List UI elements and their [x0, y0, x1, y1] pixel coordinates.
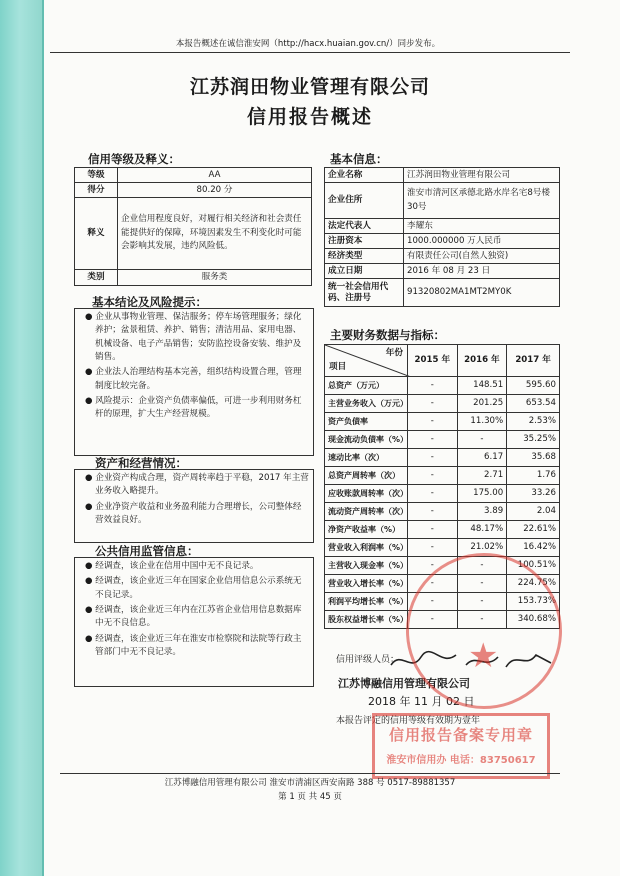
founded-label: 成立日期	[325, 264, 404, 279]
finance-cell: 11.30%	[457, 413, 507, 431]
finance-row-label: 股东权益增长率（%）	[325, 611, 408, 629]
supervision-item: ● 经调查，该企业近三年内在江苏省企业信用信息数据库中无不良信息。	[85, 604, 302, 629]
finance-row-label: 速动比率（次）	[325, 449, 408, 467]
year-header: 年份	[385, 348, 403, 358]
definition-value: 企业信用程度良好，对履行相关经济和社会责任能提供好的保障，环境因素发生不利变化时可能会影响其发展，违约风险低。	[118, 198, 312, 270]
conclusion-item-text: 风险提示：企业资产负债率偏低，可进一步利用财务杠杆的原理，扩大生产经营规模。	[95, 395, 302, 420]
finance-cell: -	[408, 521, 458, 539]
finance-row-label: 主营收入现金率（%）	[325, 557, 408, 575]
finance-row-label: 现金流动负债率（%）	[325, 431, 408, 449]
finance-cell: -	[457, 557, 507, 575]
finance-cell: 2.71	[457, 467, 507, 485]
company-title: 江苏润田物业管理有限公司	[189, 76, 430, 98]
assets-item: ● 企业净资产收益和业务盈利能力合理增长，公司整体经营效益良好。	[85, 501, 302, 525]
supervision-item: ● 经调查，该企业在信用中国中无不良记录。	[85, 561, 259, 571]
finance-cell: -	[408, 485, 458, 503]
finance-cell: -	[408, 395, 458, 413]
item-header: 项目	[329, 362, 347, 373]
capital-value: 1000.000000 万人民币	[404, 234, 560, 249]
year-col-2016: 2016 年	[457, 345, 507, 377]
legal-rep-label: 法定代表人	[325, 219, 404, 234]
finance-cell: 16.42%	[507, 539, 560, 557]
filing-stamp-title: 信用报告备案专用章	[388, 726, 533, 744]
finance-cell: 3.89	[457, 503, 507, 521]
conclusion-item: ● 企业法人治理结构基本完善，组织结构设置合理，管理制度比较完备。	[85, 367, 302, 391]
finance-row-label: 净资产收益率（%）	[325, 521, 408, 539]
conclusion-item: ● 风险提示：企业资产负债率偏低，可进一步利用财务杠杆的原理，扩大生产经营规模。	[85, 395, 302, 420]
year-col-2015: 2015 年	[408, 345, 458, 377]
supervision-item-text: 经调查，该企业近三年内在江苏省企业信用信息数据库中无不良信息。	[95, 604, 302, 629]
finance-cell: 2.53%	[507, 413, 560, 431]
finance-row-label: 流动资产周转率（次）	[325, 503, 408, 521]
credit-grade-table	[74, 167, 312, 286]
finance-cell: -	[457, 575, 507, 593]
finance-cell: 653.54	[507, 395, 560, 413]
finance-cell: 595.60	[507, 377, 560, 395]
finance-row-label: 应收账款周转率（次）	[325, 485, 408, 503]
finance-cell: -	[408, 413, 458, 431]
finance-cell: -	[408, 431, 458, 449]
finance-cell: -	[408, 593, 458, 611]
credit-code-label: 统一社会信用代码、注册号	[325, 279, 404, 307]
assets-heading: 资产和经营情况：	[95, 456, 187, 470]
finance-cell: -	[408, 377, 458, 395]
seal-star-icon: ★	[468, 636, 499, 676]
finance-row	[325, 431, 560, 449]
finance-row-label: 总资产（万元）	[325, 377, 408, 395]
supervision-item-text: 经调查，该企业近三年在淮安市检察院和法院等行政主管部门中无不良记录。	[95, 633, 302, 657]
finance-cell: 35.68	[507, 449, 560, 467]
finance-cell: -	[408, 575, 458, 593]
founded-value: 2016 年 08 月 23 日	[404, 264, 560, 279]
finance-row	[325, 413, 560, 431]
rating-date: 2018 年 11 月 02 日	[368, 695, 475, 708]
grade-value: AA	[118, 168, 312, 183]
definition-label: 释义	[75, 198, 118, 270]
finance-cell: 2.04	[507, 503, 560, 521]
rating-org: 江苏博融信用管理有限公司	[338, 677, 470, 690]
finance-row	[325, 395, 560, 413]
assets-box	[74, 469, 314, 543]
publication-note: 本报告概述在诚信淮安网（http://hacx.huaian.gov.cn/）同步发布。	[175, 39, 441, 49]
conclusion-item: ● 企业从事物业管理、保洁服务；停车场管理服务；绿化养护；盆景租赁、养护、销售；清洁用品、家用电器、机械设备、电子产品销售；安防监控设备安装、维护及销售。	[85, 312, 302, 362]
finance-cell: 48.17%	[457, 521, 507, 539]
finance-row-label: 利润平均增长率（%）	[325, 593, 408, 611]
finance-cell: 148.51	[457, 377, 507, 395]
finance-row-label: 主营业务收入（万元）	[325, 395, 408, 413]
supervision-heading: 公共信用监管信息：	[95, 544, 199, 558]
finance-row-label: 营业收入增长率（%）	[325, 575, 408, 593]
finance-cell: -	[408, 611, 458, 629]
capital-label: 注册资本	[325, 234, 404, 249]
page-number: 第 1 页 共 45 页	[278, 792, 342, 802]
finance-cell: 6.17	[457, 449, 507, 467]
page-binding-edge	[0, 0, 44, 876]
finance-heading: 主要财务数据与指标：	[330, 328, 445, 342]
finance-cell: -	[408, 467, 458, 485]
finance-row	[325, 467, 560, 485]
footer-divider	[60, 773, 560, 774]
grade-label: 等级	[75, 168, 118, 183]
assets-item-text: 企业资产构成合理，资产周转率趋于平稳，2017 年主营业务收入略提升。	[95, 473, 309, 497]
basic-info-heading: 基本信息：	[330, 152, 388, 166]
score-value: 80.20 分	[118, 183, 312, 198]
finance-cell: 1.76	[507, 467, 560, 485]
finance-row	[325, 539, 560, 557]
finance-row-label: 营业收入利润率（%）	[325, 539, 408, 557]
finance-row	[325, 503, 560, 521]
finance-row	[325, 485, 560, 503]
finance-cell: 175.00	[457, 485, 507, 503]
supervision-item-text: 经调查，该企业近三年在国家企业信用信息公示系统无不良记录。	[95, 576, 302, 600]
finance-cell: 35.25%	[507, 431, 560, 449]
supervision-box	[74, 557, 314, 687]
report-title: 信用报告概述	[246, 106, 373, 128]
category-label: 类别	[75, 270, 118, 286]
supervision-item: ● 经调查，该企业近三年在淮安市检察院和法院等行政主管部门中无不良记录。	[85, 633, 302, 657]
finance-row	[325, 449, 560, 467]
finance-row	[325, 377, 560, 395]
credit-code-value: 91320802MA1MT2MY0K	[404, 279, 560, 307]
finance-row-label: 总资产周转率（次）	[325, 467, 408, 485]
conclusion-heading: 基本结论及风险提示：	[92, 295, 207, 309]
filing-stamp-contact: 淮安市信用办 电话：83750617	[386, 755, 536, 766]
finance-cell: 224.75%	[507, 575, 560, 593]
header-divider	[50, 52, 570, 53]
conclusion-item-text: 企业从事物业管理、保洁服务；停车场管理服务；绿化养护；盆景租赁、养护、销售；清洁用品、家用电器、机械设备、电子产品销售；安防监控设备安装、维护及销售。	[95, 312, 302, 362]
company-name-value: 江苏润田物业管理有限公司	[404, 168, 560, 183]
credit-grade-heading: 信用等级及释义：	[88, 152, 180, 166]
finance-cell: 21.02%	[457, 539, 507, 557]
address-value: 淮安市清河区承德北路水岸名宅8号楼30号	[404, 183, 560, 219]
conclusion-box	[74, 308, 314, 456]
assets-item: ● 企业资产构成合理，资产周转率趋于平稳，2017 年主营业务收入略提升。	[85, 473, 309, 497]
finance-cell: 201.25	[457, 395, 507, 413]
footer-text: 江苏博融信用管理有限公司 淮安市清浦区西安南路 388 号 0517-89881357	[164, 778, 456, 788]
category-value: 服务类	[118, 270, 312, 286]
economic-type-value: 有限责任公司(自然人独资)	[404, 249, 560, 264]
finance-cell: -	[408, 503, 458, 521]
finance-cell: 100.51%	[507, 557, 560, 575]
company-name-label: 企业名称	[325, 168, 404, 183]
finance-row	[325, 521, 560, 539]
finance-cell: -	[408, 539, 458, 557]
conclusion-item-text: 企业法人治理结构基本完善，组织结构设置合理，管理制度比较完备。	[95, 367, 302, 391]
economic-type-label: 经济类型	[325, 249, 404, 264]
evaluators-label: 信用评级人员：	[336, 655, 400, 665]
year-col-2017: 2017 年	[507, 345, 560, 377]
finance-cell: 153.73%	[507, 593, 560, 611]
company-seal	[406, 553, 562, 709]
validity-note: 本报告评定的信用等级有效期为壹年	[336, 716, 481, 726]
supervision-item-text: 经调查，该企业在信用中国中无不良记录。	[95, 561, 259, 571]
finance-cell: -	[408, 557, 458, 575]
finance-cell: 33.26	[507, 485, 560, 503]
finance-cell: -	[457, 431, 507, 449]
finance-cell: -	[408, 449, 458, 467]
finance-cell: -	[457, 593, 507, 611]
finance-row-label: 资产负债率	[325, 413, 408, 431]
supervision-item: ● 经调查，该企业近三年在国家企业信用信息公示系统无不良记录。	[85, 576, 302, 600]
finance-corner-cell	[325, 345, 408, 377]
finance-cell: 340.68%	[507, 611, 560, 629]
legal-rep-value: 李耀东	[404, 219, 560, 234]
score-label: 得分	[75, 183, 118, 198]
address-label: 企业住所	[325, 183, 404, 219]
filing-stamp	[372, 713, 550, 779]
basic-info-table	[324, 167, 560, 307]
finance-cell: -	[457, 611, 507, 629]
finance-cell: 22.61%	[507, 521, 560, 539]
assets-item-text: 企业净资产收益和业务盈利能力合理增长，公司整体经营效益良好。	[95, 501, 302, 525]
